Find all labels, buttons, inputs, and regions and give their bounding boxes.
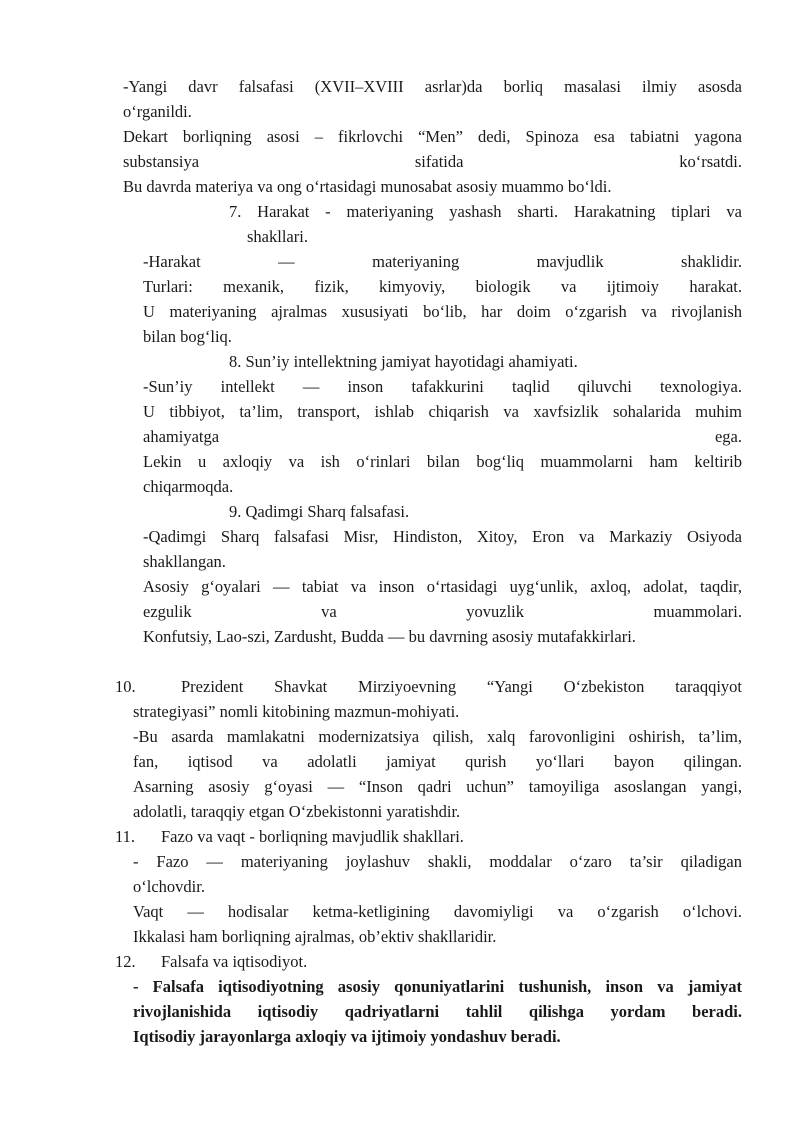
paragraph-line: - Fazo — materiyaning joylashuv shakli, moddalar o‘zaro ta’sir qiladigan [133, 852, 742, 871]
paragraph-line: U tibbiyot, ta’lim, transport, ishlab chiqarish va xavfsizlik sohalarida muhim [143, 402, 742, 421]
paragraph-line: bilan bog‘liq. [143, 327, 232, 346]
paragraph-line-bold: rivojlanishida iqtisodiy qadriyatlarni tahlil qilishga yordam beradi. [133, 1002, 742, 1021]
section-heading: Prezident Shavkat Mirziyoevning “Yangi O‘zbekiston taraqqiyot [181, 677, 742, 696]
list-number: 11. [115, 827, 136, 846]
list-number: 12. [115, 952, 136, 971]
paragraph-line: substansiya sifatida ko‘rsatdi. [123, 152, 742, 171]
paragraph-line: -Sun’iy intellekt — inson tafakkurini taqlid qiluvchi texnologiya. [143, 377, 742, 396]
paragraph-line: Asosiy g‘oyalari — tabiat va inson o‘rtasidagi uyg‘unlik, axloq, adolat, taqdir, [143, 577, 742, 596]
paragraph-line: -Qadimgi Sharq falsafasi Misr, Hindiston, Xitoy, Eron va Markaziy Osiyoda [143, 527, 742, 546]
paragraph-line: fan, iqtisod va adolatli jamiyat qurish yo‘llari bayon qilingan. [133, 752, 742, 771]
paragraph-line: adolatli, taraqqiy etgan O‘zbekistonni yaratishdir. [133, 802, 461, 821]
section-heading: strategiyasi” nomli kitobining mazmun-mohiyati. [133, 702, 460, 721]
paragraph-line: Turlari: mexanik, fizik, kimyoviy, biologik va ijtimoiy harakat. [143, 277, 742, 296]
paragraph-line: Vaqt — hodisalar ketma-ketligining davomiyligi va o‘zgarish o‘lchovi. [133, 902, 742, 921]
paragraph-line-bold: Iqtisodiy jarayonlarga axloqiy va ijtimoiy yondashuv beradi. [133, 1027, 561, 1046]
paragraph-line: -Yangi davr falsafasi (XVII–XVIII asrlar)da borliq masalasi ilmiy asosda [123, 77, 742, 96]
paragraph-line-bold: - Falsafa iqtisodiyotning asosiy qonuniyatlarini tushunish, inson va jamiyat [133, 977, 742, 996]
list-number: 10. [115, 677, 136, 696]
paragraph-line: Lekin u axloqiy va ish o‘rinlari bilan bog‘liq muammolarni ham keltirib [143, 452, 742, 471]
paragraph-line: Ikkalasi ham borliqning ajralmas, ob’ektiv shakllaridir. [133, 927, 497, 946]
section-heading: 9. Qadimgi Sharq falsafasi. [229, 502, 410, 521]
section-heading: 8. Sun’iy intellektning jamiyat hayotidagi ahamiyati. [229, 352, 578, 371]
section-heading: shakllari. [247, 227, 308, 246]
paragraph-line: chiqarmoqda. [143, 477, 234, 496]
paragraph-line: o‘rganildi. [123, 102, 192, 121]
paragraph-line: ezgulik va yovuzlik muammolari. [143, 602, 742, 621]
paragraph-line: -Harakat — materiyaning mavjudlik shaklidir. [143, 252, 742, 271]
section-heading: Falsafa va iqtisodiyot. [161, 952, 308, 971]
paragraph-line: o‘lchovdir. [133, 877, 205, 896]
paragraph-line: -Bu asarda mamlakatni modernizatsiya qilish, xalq farovonligini oshirish, ta’lim, [133, 727, 742, 746]
paragraph-line: Asarning asosiy g‘oyasi — “Inson qadri uchun” tamoyiliga asoslangan yangi, [133, 777, 742, 796]
paragraph-line: Dekart borliqning asosi – fikrlovchi “Men” dedi, Spinoza esa tabiatni yagona [123, 127, 742, 146]
paragraph-line: Konfutsiy, Lao-szi, Zardusht, Budda — bu davrning asosiy mutafakkirlari. [143, 627, 636, 646]
paragraph-line: Bu davrda materiya va ong o‘rtasidagi munosabat asosiy muammo bo‘ldi. [123, 177, 612, 196]
paragraph-line: shakllangan. [143, 552, 226, 571]
section-heading: 7. Harakat - materiyaning yashash sharti. Harakatning tiplari va [229, 202, 742, 221]
paragraph-line: U materiyaning ajralmas xususiyati bo‘lib, har doim o‘zgarish va rivojlanish [143, 302, 742, 321]
section-heading: Fazo va vaqt - borliqning mavjudlik shakllari. [161, 827, 464, 846]
paragraph-line: ahamiyatga ega. [143, 427, 742, 446]
